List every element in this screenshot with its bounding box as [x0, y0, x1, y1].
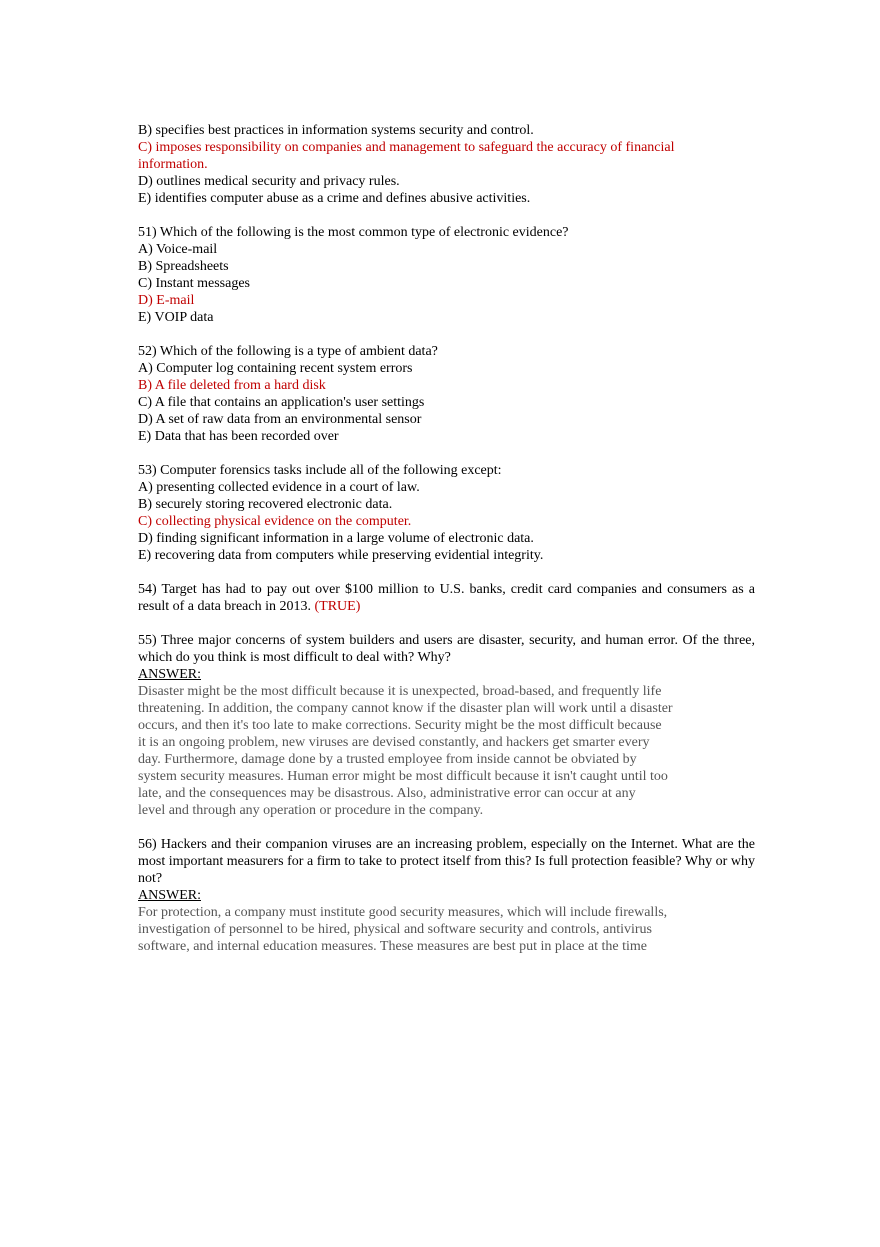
q56-answer-line: software, and internal education measures. These measures are best put in place at the time — [138, 939, 647, 954]
q50-option-e: E) identifies computer abuse as a crime and defines abusive activities. — [138, 191, 531, 206]
q55-answer-line: system security measures. Human error might be most difficult because it isn't caught until too — [138, 769, 668, 784]
q52-option-d: D) A set of raw data from an environmental sensor — [138, 412, 422, 427]
q51-question: 51) Which of the following is the most common type of electronic evidence? — [138, 225, 569, 240]
question-50-options — [138, 122, 755, 207]
question-52 — [138, 343, 755, 445]
q55-answer-line: it is an ongoing problem, new viruses are devised constantly, and hackers get smarter every — [138, 735, 650, 750]
question-53 — [138, 462, 755, 564]
question-56 — [138, 836, 755, 955]
q56-answer-label: ANSWER: — [138, 888, 201, 903]
q55-answer-text — [138, 683, 755, 819]
question-55 — [138, 632, 755, 819]
q52-question: 52) Which of the following is a type of ambient data? — [138, 344, 438, 359]
q55-answer-line: Disaster might be the most difficult because it is unexpected, broad-based, and frequently life — [138, 684, 662, 699]
q56-answer-line: investigation of personnel to be hired, physical and software security and controls, antivirus — [138, 922, 652, 937]
q55-question: 55) Three major concerns of system builders and users are disaster, security, and human error. Of the three, which do you think is most difficult to deal with? Why? — [138, 633, 755, 665]
q52-option-e: E) Data that has been recorded over — [138, 429, 339, 444]
q52-option-a: A) Computer log containing recent system errors — [138, 361, 413, 376]
q53-option-e: E) recovering data from computers while preserving evidential integrity. — [138, 548, 544, 563]
q53-option-c-correct: C) collecting physical evidence on the computer. — [138, 514, 412, 529]
q56-answer-text — [138, 904, 755, 955]
q52-option-b-correct: B) A file deleted from a hard disk — [138, 378, 326, 393]
q51-option-e: E) VOIP data — [138, 310, 214, 325]
q53-option-b: B) securely storing recovered electronic data. — [138, 497, 393, 512]
q56-question: 56) Hackers and their companion viruses are an increasing problem, especially on the Internet. What are the most important measurers for a firm to take to protect itself from this? Is full protection feasible? Why or why not? — [138, 837, 755, 886]
q54-answer: (TRUE) — [314, 599, 361, 614]
q53-question: 53) Computer forensics tasks include all of the following except: — [138, 463, 502, 478]
q53-option-d: D) finding significant information in a large volume of electronic data. — [138, 531, 534, 546]
document-page — [138, 122, 755, 955]
q55-answer-label: ANSWER: — [138, 667, 201, 682]
q51-option-d-correct: D) E-mail — [138, 293, 195, 308]
q54-question: 54) Target has had to pay out over $100 million to U.S. banks, credit card companies and consumers as a result of a data breach in 2013. — [138, 582, 755, 614]
q55-answer-line: occurs, and then it's too late to make corrections. Security might be the most difficult because — [138, 718, 662, 733]
q51-option-c: C) Instant messages — [138, 276, 250, 291]
q56-answer-line: For protection, a company must institute good security measures, which will include firewalls, — [138, 905, 668, 920]
q50-option-c-correct: C) imposes responsibility on companies and management to safeguard the accuracy of financial information. — [138, 140, 675, 172]
q53-option-a: A) presenting collected evidence in a court of law. — [138, 480, 420, 495]
q55-answer-line: late, and the consequences may be disastrous. Also, administrative error can occur at any — [138, 786, 636, 801]
question-51 — [138, 224, 755, 326]
q51-option-b: B) Spreadsheets — [138, 259, 229, 274]
q50-option-d: D) outlines medical security and privacy rules. — [138, 174, 400, 189]
q50-option-b: B) specifies best practices in information systems security and control. — [138, 123, 534, 138]
q52-option-c: C) A file that contains an application's user settings — [138, 395, 425, 410]
q55-answer-line: level and through any operation or procedure in the company. — [138, 803, 484, 818]
question-54 — [138, 581, 755, 615]
q51-option-a: A) Voice-mail — [138, 242, 218, 257]
q55-answer-line: threatening. In addition, the company cannot know if the disaster plan will work until a disaster — [138, 701, 673, 716]
q55-answer-line: day. Furthermore, damage done by a trusted employee from inside cannot be obviated by — [138, 752, 637, 767]
